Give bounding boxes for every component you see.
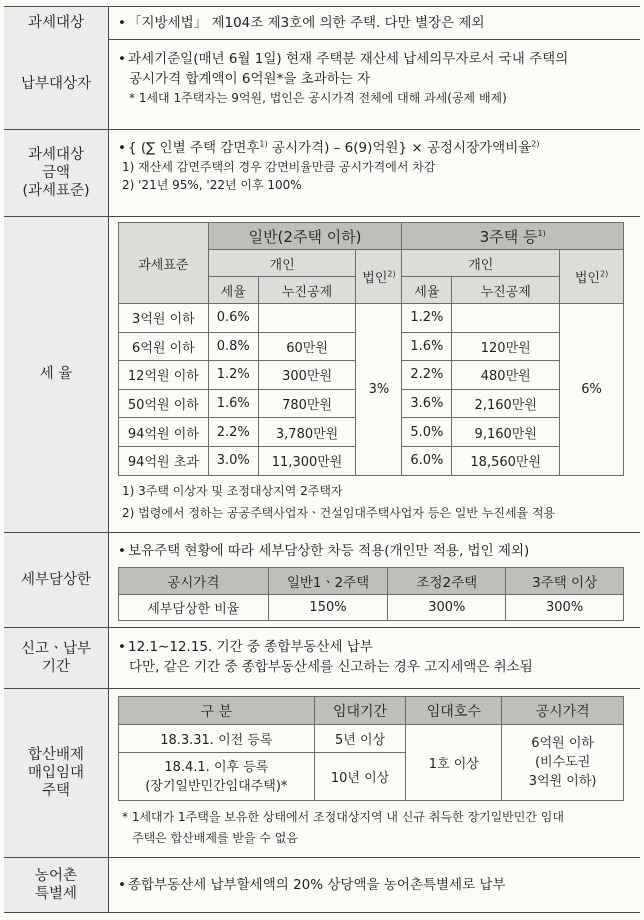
rental-period-2: 10년 이상 (314, 753, 406, 801)
rate-cell-ded1: 3,780만원 (258, 418, 356, 447)
cap-table (118, 567, 624, 621)
rate-cell-ded1: 11,300만원 (258, 446, 356, 475)
rate-cell-base: 94억원 초과 (119, 446, 209, 475)
rate-header-individual-2: 개인 (402, 250, 560, 277)
rental-header: 임대호수 (406, 697, 502, 725)
label-rate: 세 율 (4, 217, 109, 532)
rate-cell-rate2: 3.6% (402, 389, 452, 418)
label-rural: 농어촌 특별세 (4, 858, 109, 912)
payer-line-1: • 과세기준일(매년 6월 1일) 현재 주택분 재산세 납세의무자로서 국내 주택의 (118, 51, 569, 67)
rate-header-taxrate-1: 세율 (208, 277, 258, 304)
cap-value: 세부담상한 비율 (119, 595, 269, 621)
rental-price: 6억원 이하 (비수도권 3억원 이하) (502, 725, 624, 801)
rate-header-taxrate-2: 세율 (402, 277, 452, 304)
rate-table (118, 222, 624, 476)
rate-cell-rate2: 6.0% (402, 446, 452, 475)
rate-cell-ded2: 9,160만원 (452, 418, 560, 447)
cap-header: 공시가격 (119, 568, 269, 595)
rate-cell-rate2: 1.6% (402, 332, 452, 361)
rate-header-deduction-1: 누진공제 (258, 277, 356, 304)
rental-note-2: 주택은 합산배제를 받을 수 없음 (132, 831, 298, 845)
cap-header: 3주택 이상 (506, 568, 624, 595)
rental-units: 1호 이상 (406, 725, 502, 801)
label-rental: 합산배제 매입임대 주택 (4, 689, 109, 857)
rate-cell-base: 3억원 이하 (119, 304, 209, 333)
cap-header: 일반1ㆍ2주택 (268, 568, 388, 595)
payer-line-2: 공시가격 합계액이 6억원*을 초과하는 자 (129, 71, 371, 87)
cap-value: 300% (388, 595, 506, 621)
rental-header: 공시가격 (502, 697, 624, 725)
row-base (4, 130, 640, 217)
rate-header-multi: 3주택 등$^{1)}$ (402, 223, 624, 250)
rate-cell-base: 94억원 이하 (119, 418, 209, 447)
base-note-1: 1) 재산세 감면주택의 경우 감면비율만큼 공시가격에서 차감 (122, 160, 436, 174)
filing-line-2: 다만, 같은 기간 중 종합부동산세를 신고하는 경우 고지세액은 취소됨 (129, 659, 533, 675)
label-target: 과세대상 (4, 7, 109, 39)
rate-cell-ded1: 780만원 (258, 389, 356, 418)
rate-row (119, 304, 624, 333)
base-note-2: 2) '21년 95%, '22년 이후 100% (122, 178, 302, 192)
rate-cell-rate2: 2.2% (402, 361, 452, 390)
row-rate (4, 217, 640, 533)
rental-header: 구 분 (119, 697, 315, 725)
rental-period-1: 5년 이상 (314, 725, 406, 753)
rate-header-corp-2: 법인$^{2)}$ (560, 250, 624, 304)
rate-cell-ded2: 480만원 (452, 361, 560, 390)
rate-cell-ded1: 60만원 (258, 332, 356, 361)
rental-note-1: * 1세대가 1주택을 보유한 상태에서 조정대상지역 내 신규 취득한 장기일반민간 임대 (122, 810, 564, 824)
rate-cell-rate1: 1.6% (208, 389, 258, 418)
rate-cell-rate1: 0.8% (208, 332, 258, 361)
cap-value: 300% (506, 595, 624, 621)
cap-text: • 보유주택 현황에 따라 세부담상한 차등 적용(개인만 적용, 법인 제외) (118, 543, 530, 559)
rate-cell-ded1 (258, 304, 356, 333)
row-target (4, 6, 640, 40)
rental-div-2: 18.4.1. 이후 등록 (장기일반민간임대주택)* (119, 753, 315, 801)
rate-header-individual-1: 개인 (208, 250, 356, 277)
rate-cell-base: 50억원 이하 (119, 389, 209, 418)
filing-line-1: • 12.1∼12.15. 기간 중 종합부동산세 납부 (118, 639, 373, 655)
rate-header-corp-1: 법인$^{2)}$ (356, 250, 402, 304)
row-rural (4, 858, 640, 913)
label-base: 과세대상 금액 (과세표준) (4, 130, 109, 216)
rate-cell-rate2: 1.2% (402, 304, 452, 333)
payer-note: * 1세대 1주택자는 9억원, 법인은 공시가격 전체에 대해 과세(공제 배제) (129, 91, 507, 105)
rate-cell-rate1: 3.0% (208, 446, 258, 475)
cap-header: 조정2주택 (388, 568, 506, 595)
row-filing (4, 628, 640, 689)
label-cap: 세부담상한 (4, 533, 109, 627)
row-cap (4, 533, 640, 628)
row-rental (4, 689, 640, 858)
rate-header-general: 일반(2주택 이하) (208, 223, 402, 250)
rate-cell-ded2: 120만원 (452, 332, 560, 361)
rate-cell-base: 6억원 이하 (119, 332, 209, 361)
rate-cell-ded2: 2,160만원 (452, 389, 560, 418)
label-payer: 납부대상자 (4, 39, 109, 129)
base-formula: • { (∑ 인별 주택 감면후$^{1)}$ 공시가격) – 6(9)억원} × 공정시장가액비율$^{2)}$ (118, 139, 540, 156)
rate-cell-ded2 (452, 304, 560, 333)
rate-cell-rate1: 0.6% (208, 304, 258, 333)
row-payer (4, 39, 640, 130)
target-text: • 「지방세법」 제104조 제3호에 의한 주택. 다만 별장은 제외 (118, 15, 485, 31)
rate-header-base: 과세표준 (119, 223, 209, 304)
rate-corp-multi: 6% (560, 304, 624, 476)
rate-cell-rate1: 1.2% (208, 361, 258, 390)
rental-div-1: 18.3.31. 이전 등록 (119, 725, 315, 753)
cap-value: 150% (268, 595, 388, 621)
rental-header: 임대기간 (314, 697, 406, 725)
rate-corp-general: 3% (356, 304, 402, 476)
rate-cell-base: 12억원 이하 (119, 361, 209, 390)
rental-table (118, 696, 624, 801)
rate-note-1: 1) 3주택 이상자 및 조정대상지역 2주택자 (122, 483, 343, 498)
rate-cell-ded1: 300만원 (258, 361, 356, 390)
rural-text: • 종합부동산세 납부할세액의 20% 상당액을 농어촌특별세로 납부 (118, 877, 506, 893)
rate-cell-rate2: 5.0% (402, 418, 452, 447)
rate-note-2: 2) 법령에서 정하는 공공주택사업자ㆍ건설임대주택사업자 등은 일반 누진세율 적용 (122, 505, 556, 520)
rate-header-deduction-2: 누진공제 (452, 277, 560, 304)
label-filing: 신고ㆍ납부 기간 (4, 628, 109, 688)
rate-cell-rate1: 2.2% (208, 418, 258, 447)
tax-summary-table (4, 6, 640, 914)
rate-cell-ded2: 18,560만원 (452, 446, 560, 475)
